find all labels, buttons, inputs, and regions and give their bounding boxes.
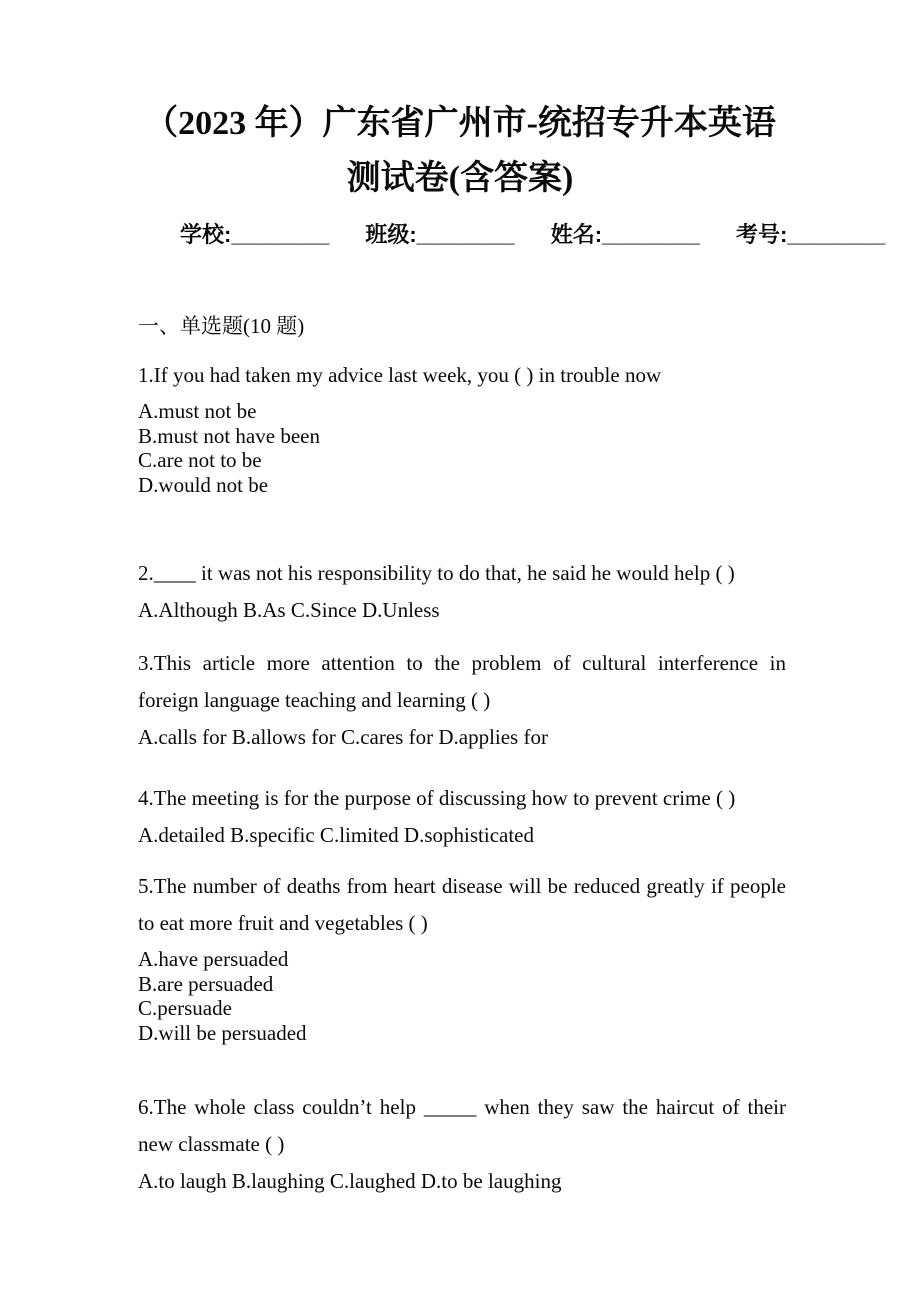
exam-body [138,312,786,1200]
question-5-text: 5.The number of deaths from heart disease will be reduced greatly if people to eat more fruit and vegetables ( ) [138,874,786,935]
name-field [551,220,700,250]
question-1-option-c: C.are not to be [138,448,262,472]
question-1-text: 1.If you had taken my advice last week, you ( ) in trouble now [138,363,662,387]
question-1 [138,357,786,497]
question-1-option-d: D.would not be [138,472,269,497]
page-title-line1: （2023 年）广东省广州市-统招专升本英语 [144,105,776,142]
question-3 [138,645,786,756]
section-heading: 一、单选题(10 题) [138,314,305,338]
question-5-option-b: B.are persuaded [138,971,274,996]
question-1-option-a: A.must not be [138,399,257,423]
school-blank: ________ [231,222,330,247]
question-5-option-c: C.persuade [138,996,232,1020]
school-field [180,220,329,250]
class-field [365,220,514,250]
school-label: 学校: [180,222,232,247]
question-3-options: A.calls for B.allows for C.cares for D.applies for [138,725,548,749]
exam-number-label: 考号: [736,222,788,247]
question-3-text: 3.This article more attention to the problem of cultural interference in foreign language teaching and learning ( ) [138,651,786,712]
question-5-options [138,947,786,1045]
question-2-options: A.Although B.As C.Since D.Unless [138,598,440,622]
student-info-line [180,220,920,250]
question-4-text: 4.The meeting is for the purpose of discussing how to prevent crime ( ) [138,786,736,810]
name-blank: ________ [602,222,700,247]
question-4-options: A.detailed B.specific C.limited D.sophisticated [138,823,534,847]
page-title [0,0,920,206]
question-1-option-b: B.must not have been [138,423,320,448]
question-1-options [138,399,786,497]
question-2 [138,555,786,629]
page-title-line2: 测试卷(含答案) [346,160,574,197]
question-6 [138,1089,786,1200]
question-5 [138,868,786,1045]
question-5-option-d: D.will be persuaded [138,1020,307,1045]
class-label: 班级: [365,222,417,247]
question-2-text: 2.____ it was not his responsibility to do that, he said he would help ( ) [138,561,735,585]
question-6-options: A.to laugh B.laughing C.laughed D.to be laughing [138,1169,562,1193]
class-blank: ________ [416,222,515,247]
exam-number-field [736,220,885,250]
question-6-text: 6.The whole class couldn’t help _____ when they saw the haircut of their new classmate ( ) [138,1095,786,1156]
name-label: 姓名: [550,222,603,247]
exam-number-blank: ________ [787,222,886,247]
question-4 [138,780,786,854]
question-5-option-a: A.have persuaded [138,947,289,971]
